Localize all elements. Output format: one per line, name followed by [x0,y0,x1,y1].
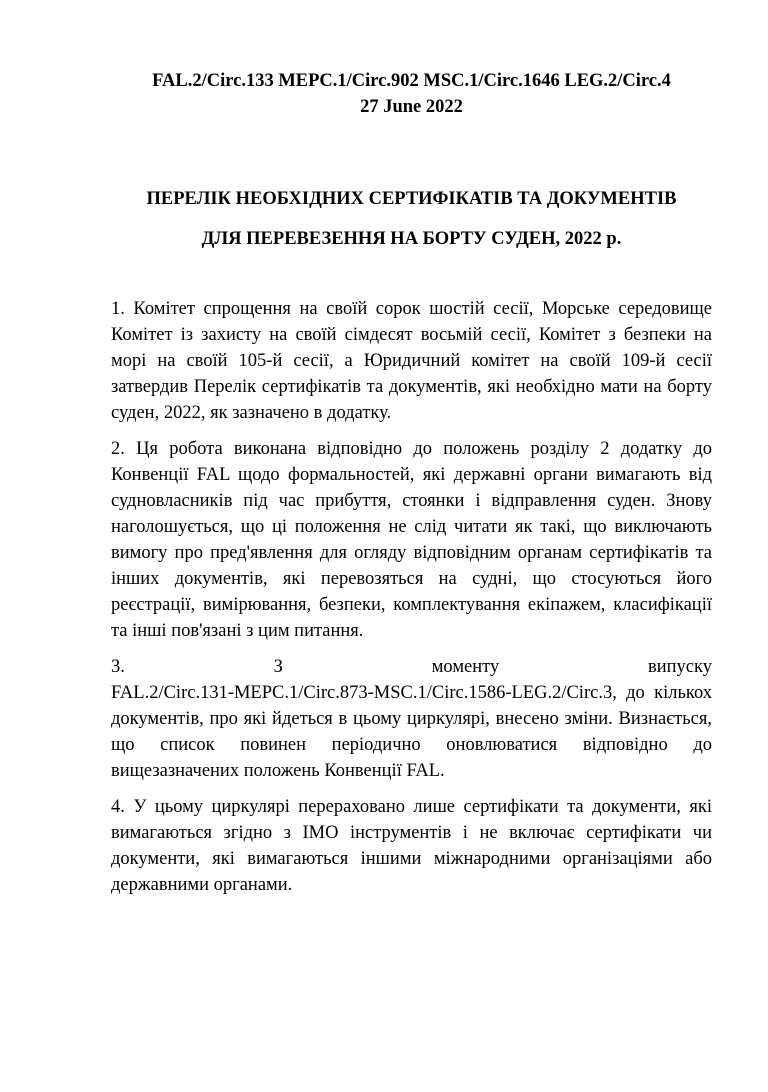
paragraph-2: 2. Ця робота виконана відповідно до положень розділу 2 додатку до Конвенції FAL щодо формальностей, які державні органи вимагають від судновласників під час прибуття, стоянки і відправлення суден. Знову наголошується, що ці положення не слід читати як такі, що виключають вимогу про пред'явлення для огляду відповідним органам сертифікатів та інших документів, які перевозяться на судні, що стосуються його реєстрації, вимірювання, безпеки, комплектування екіпажем, класифікації та інші пов'язані з цим питання. [111,439,712,641]
document-page [0,68,768,1092]
paragraph-3-word: випуску [648,657,712,677]
document-reference: FAL.2/Circ.133 MEPC.1/Circ.902 MSC.1/Circ.1646 LEG.2/Circ.4 [152,71,671,91]
document-header [111,68,712,120]
document-body [111,296,712,898]
document-date: 27 June 2022 [360,97,463,117]
paragraph-3-word: моменту [431,657,500,677]
paragraph-3-word: 3. [111,657,125,677]
paragraph-3-rest: FAL.2/Circ.131-MEPC.1/Circ.873-MSC.1/Circ.1586-LEG.2/Circ.3, до кількох документів, про які йдеться в цьому циркулярі, внесено зміни. Визнається, що список повинен періодично оновлюватися відповідно до вищезазначених положень Конвенції FAL. [111,683,712,781]
paragraph-3-word: З [273,657,283,677]
document-title-line-2: ДЛЯ ПЕРЕВЕЗЕННЯ НА БОРТУ СУДЕН, 2022 р. [201,229,622,249]
paragraph-3 [111,654,712,784]
paragraph-3-first-line [111,654,712,680]
paragraph-4: 4. У цьому циркулярі перераховано лише сертифікати та документи, які вимагаються згідно з IMO інструментів і не включає сертифікати чи документи, які вимагаються іншими міжнародними організаціями або державними органами. [111,797,712,895]
paragraph-1: 1. Комітет спрощення на своїй сорок шостій сесії, Морське середовище Комітет із захисту на своїй сімдесят восьмій сесії, Комітет з безпеки на морі на своїй 105-й сесії, а Юридичний комітет на своїй 109-й сесії затвердив Перелік сертифікатів та документів, які необхідно мати на борту суден, 2022, як зазначено в додатку. [111,299,712,423]
document-title-line-1: ПЕРЕЛІК НЕОБХІДНИХ СЕРТИФІКАТІВ ТА ДОКУМЕНТІВ [146,189,677,209]
